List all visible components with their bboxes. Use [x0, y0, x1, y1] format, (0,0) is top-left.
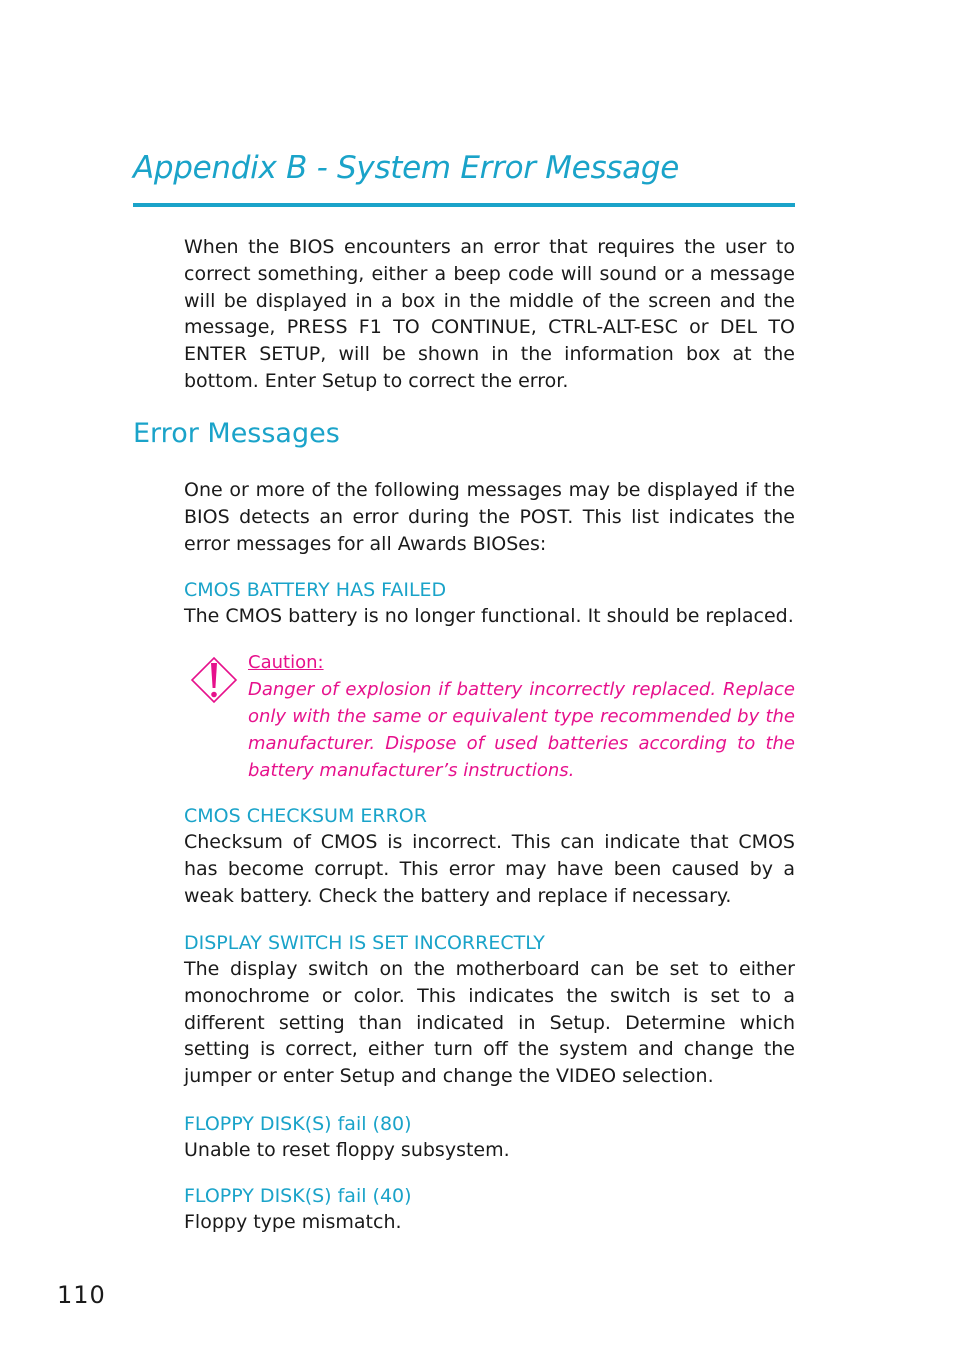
section-heading: Error Messages — [133, 418, 340, 449]
title-underline — [133, 203, 795, 207]
error-description: The display switch on the motherboard can be set to either monochrome or color. This indicates the switch is set to a different setting than indicated in Setup. Determine which setting is correct, either turn off the system and change the jumper or enter Setup and change the VIDEO selection. — [184, 958, 795, 1088]
page-title: Appendix B - System Error Message — [133, 150, 679, 186]
caution-box — [248, 650, 795, 784]
error-description: Checksum of CMOS is incorrect. This can indicate that CMOS has become corrupt. This error may have been caused by a weak battery. Check the battery and replace if necessary. — [184, 831, 795, 907]
warning-diamond-icon — [190, 656, 238, 704]
page-number: 110 — [57, 1281, 106, 1309]
error-entry-cmos-checksum — [184, 803, 795, 909]
error-entry-cmos-battery — [184, 577, 795, 630]
error-description: Floppy type mismatch. — [184, 1211, 402, 1233]
error-title: DISPLAY SWITCH IS SET INCORRECTLY — [184, 932, 545, 954]
error-description: Unable to reset floppy subsystem. — [184, 1139, 510, 1161]
error-title: CMOS BATTERY HAS FAILED — [184, 579, 447, 601]
caution-label: Caution: — [248, 652, 324, 673]
error-title: FLOPPY DISK(S) fail (40) — [184, 1185, 412, 1207]
error-title: FLOPPY DISK(S) fail (80) — [184, 1113, 412, 1135]
error-entry-display-switch — [184, 930, 795, 1090]
error-title: CMOS CHECKSUM ERROR — [184, 805, 427, 827]
error-entry-floppy-80 — [184, 1111, 795, 1164]
error-description: The CMOS battery is no longer functional. It should be replaced. — [184, 605, 794, 627]
section-intro-paragraph: One or more of the following messages may be displayed if the BIOS detects an error during the POST. This list indicates the error messages for all Awards BIOSes: — [184, 479, 795, 555]
error-entry-floppy-40 — [184, 1183, 795, 1236]
caution-text: Danger of explosion if battery incorrectly replaced. Replace only with the same or equivalent type recommended by the manufacturer. Dispose of used batteries according to the battery manufacturer’s instructions. — [248, 679, 795, 781]
intro-paragraph: When the BIOS encounters an error that requires the user to correct something, either a beep code will sound or a message will be displayed in a box in the middle of the screen and the message, PRESS F1 TO CONTINUE, CTRL-ALT-ESC or DEL TO ENTER SETUP, will be shown in the information box at the bottom. Enter Setup to correct the error. — [184, 236, 795, 392]
